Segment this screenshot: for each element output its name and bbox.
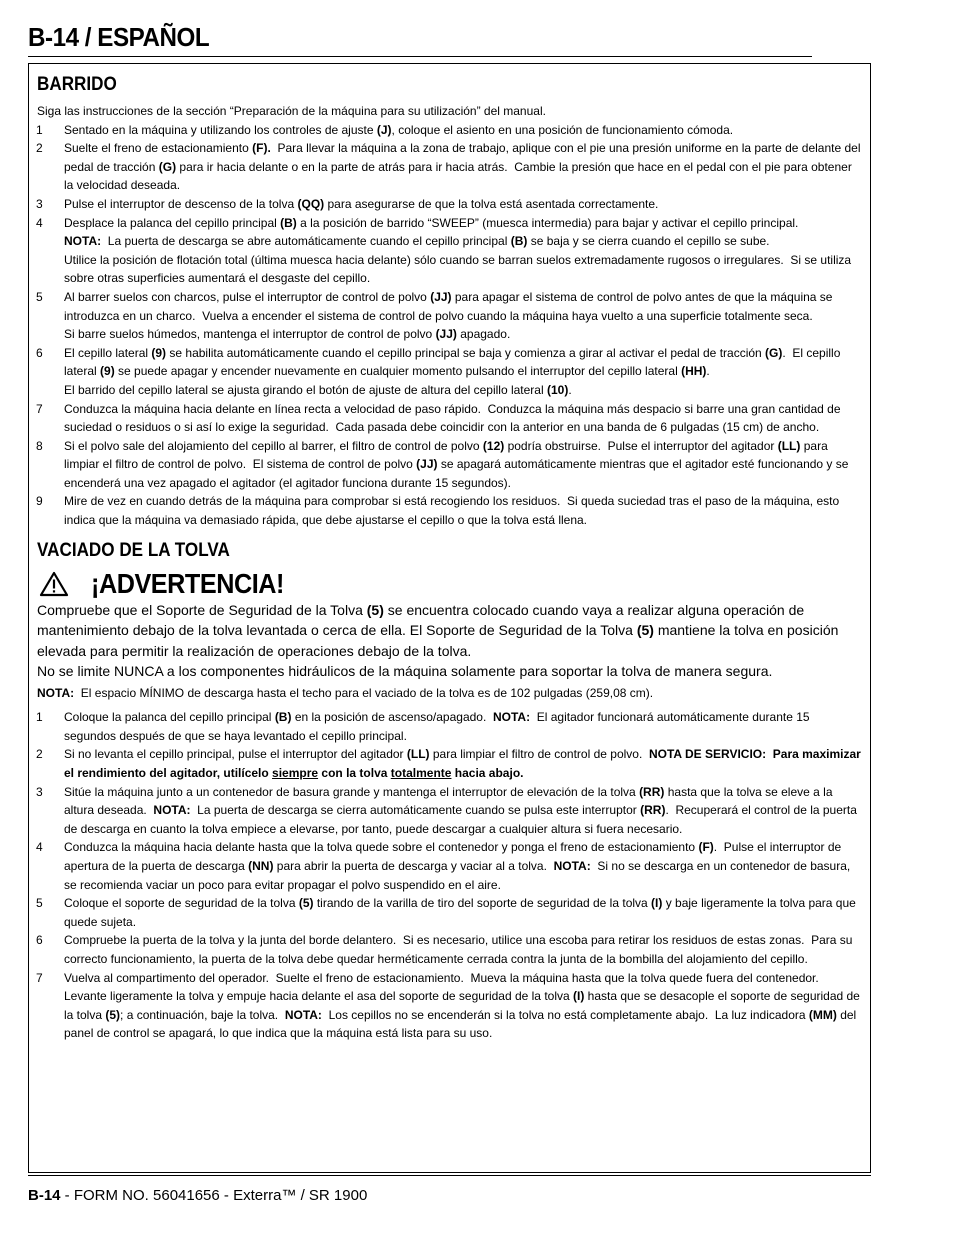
step-number: 4 <box>36 840 43 855</box>
page-footer <box>28 1175 871 1204</box>
step-number: 7 <box>36 401 43 416</box>
step-number: 3 <box>36 196 43 211</box>
vaciado-step-4 <box>37 838 862 894</box>
step-number: 6 <box>36 345 43 360</box>
step-number: 9 <box>36 494 43 509</box>
step-text: Suelte el freno de estacionamiento (F). Para llevar la máquina a la zona de trabajo, aplique con el pie una presión uniforme en la parte de delante del pedal de tracción (G) para ir hacia delante o en la parte de atrás para ir hacia atrás. Cambie la presión que hace en el pedal con el pie para obtener la velocidad deseada. <box>64 141 861 193</box>
page-title: B-14 / ESPAÑOL <box>28 22 812 57</box>
step-number: 2 <box>36 141 43 156</box>
step-number: 8 <box>36 438 43 453</box>
step-text: El cepillo lateral (9) se habilita automáticamente cuando el cepillo principal se baja y comienza a girar al activar el pedal de tracción (G). El cepillo lateral (9) se puede apagar y encender nuevamente en cualquier momento pulsando el interruptor del cepillo lateral (HH). El barrido del cepillo lateral se ajusta girando el botón de ajuste de altura del cepillo lateral (10). <box>64 345 841 397</box>
vaciado-step-2 <box>37 745 862 782</box>
step-text: Sentado en la máquina y utilizando los controles de ajuste (J), coloque el asiento en una posición de funcionamiento cómoda. <box>64 122 734 137</box>
vaciado-step-7 <box>37 969 862 1043</box>
barrido-step-3 <box>37 195 862 214</box>
clearance-note: NOTA: El espacio MÍNIMO de descarga hasta el techo para el vaciado de la tolva es de 102 pulgadas (259,08 cm). <box>37 685 654 700</box>
warning-triangle-icon <box>39 571 69 597</box>
barrido-steps-list <box>37 121 862 530</box>
step-text: Desplace la palanca del cepillo principal (B) a la posición de barrido “SWEEP” (muesca intermedia) para bajar y activar el cepillo principal. NOTA: La puerta de descarga se abre automáticamente cuando el cepillo principal (B) se baja y se cierra cuando el cepillo se sube. Utilice la posición de flotación total (última muesca hacia delante) sólo cuando se barran suelos extremadamente rugosos o irregulares. Si se utiliza sobre otras superficies aumentará el desgaste del cepillo. <box>64 215 852 286</box>
section-title-barrido: BARRIDO <box>37 74 117 95</box>
step-text: Coloque la palanca del cepillo principal (B) en la posición de ascenso/apagado. NOTA: El agitador funcionará automáticamente durante 15 segundos después de que se haya levantado el cepillo principal. <box>64 710 810 743</box>
barrido-step-1 <box>37 121 862 140</box>
step-text: Si no levanta el cepillo principal, pulse el interruptor del agitador (LL) para limpiar el filtro de control de polvo. NOTA DE SERVICIO: Para maximizar el rendimiento del agitador, utilícelo siempre con la tolva totalmente hacia abajo. <box>64 747 861 781</box>
barrido-step-6 <box>37 344 862 400</box>
step-number: 7 <box>36 970 43 985</box>
step-number: 3 <box>36 784 43 799</box>
step-text: Vuelva al compartimento del operador. Suelte el freno de estacionamiento. Mueva la máquina hasta que la tolva quede fuera del contenedor. Levante ligeramente la tolva y empuje hacia delante el asa del soporte de seguridad de la tolva (I) hasta que se desacople el soporte de seguridad de la tolva (5); a continuación, baje la tolva. NOTA: Los cepillos no se encenderán si la tolva no está completamente abajo. La luz indicadora (MM) del panel de control se apagará, lo que indica que la máquina está lista para su uso. <box>64 970 860 1041</box>
barrido-intro: Siga las instrucciones de la sección “Preparación de la máquina para su utilización” del manual. <box>37 104 546 118</box>
step-text: Mire de vez en cuando detrás de la máquina para comprobar si está recogiendo los residuos. Si queda suciedad tras el paso de la máquina, esto indica que la máquina va demasiado rápida, que debe ajustarse el cepillo o que la tolva está llena. <box>64 494 840 528</box>
step-text: Si el polvo sale del alojamiento del cepillo al barrer, el filtro de control de polvo (12) podría obstruirse. Pulse el interruptor del agitador (LL) para limpiar el filtro de control de polvo. El sistema de control de polvo (JJ) se apagará automáticamente mientras que el agitador esté funcionando y se encenderá una vez apagado el agitador (el agitador funciona durante 15 segundos). <box>64 438 849 490</box>
warning-header <box>37 568 862 600</box>
barrido-step-2 <box>37 139 862 195</box>
step-number: 5 <box>36 896 43 911</box>
step-text: Pulse el interruptor de descenso de la tolva (QQ) para asegurarse de que la tolva está asentada correctamente. <box>64 196 659 211</box>
step-number: 5 <box>36 289 43 304</box>
content-box <box>28 63 871 1173</box>
vaciado-step-5 <box>37 894 862 931</box>
step-text: Al barrer suelos con charcos, pulse el interruptor de control de polvo (JJ) para apagar el sistema de control de polvo antes de que la máquina se introduzca en un charco. Vuelva a encender el sistema de control de polvo cuando la máquina haya vuelto a una superficie totalmente seca. Si barre suelos húmedos, mantenga el interruptor de control de polvo (JJ) apagado. <box>64 289 833 342</box>
barrido-step-4 <box>37 214 862 288</box>
barrido-step-8 <box>37 437 862 493</box>
step-number: 4 <box>36 215 43 230</box>
step-text: Sitúe la máquina junto a un contenedor de basura grande y mantenga el interruptor de elevación de la tolva (RR) hasta que la tolva se eleve a la altura deseada. NOTA: La puerta de descarga se cierra automáticamente cuando se pulsa este interruptor (RR). Recuperará el control de la puerta de descarga en cuanto la tolva empiece a elevarse, por tanto, puede descargar a cualquier altura si fuera necesario. <box>64 784 857 836</box>
section-title-vaciado: VACIADO DE LA TOLVA <box>37 539 230 561</box>
barrido-step-5 <box>37 288 862 344</box>
step-text: Conduzca la máquina hacia delante en línea recta a velocidad de paso rápido. Conduzca la máquina más despacio si barre una gran cantidad de suciedad o residuos o si así lo exige la seguridad. Cada pasada debe coincidir con la anterior en una banda de 6 pulgadas (15 cm) de ancho. <box>64 401 841 435</box>
vaciado-steps-list <box>37 708 862 1043</box>
step-number: 1 <box>36 122 43 137</box>
step-number: 1 <box>36 710 43 725</box>
step-text: Compruebe la puerta de la tolva y la junta del borde delantero. Si es necesario, utilice una escoba para retirar los residuos de estas zonas. Para su correcto funcionamiento, la puerta de la tolva debe quedar herméticamente cerrada contra la junta de la bombilla del alojamiento del cepillo. <box>64 933 853 966</box>
barrido-step-7 <box>37 400 862 437</box>
warning-text: Compruebe que el Soporte de Seguridad de la Tolva (5) se encuentra colocado cuando vaya a realizar alguna operación de mantenimiento debajo de la tolva levantada o cerca de ella. El Soporte de Seguridad de la Tolva (5) mantiene la tolva en posición elevada para permitir la realización de operaciones debajo de la tolva. No se limite NUNCA a los componentes hidráulicos de la máquina solamente para soportar la tolva de manera segura. <box>37 601 839 680</box>
step-text: Coloque el soporte de seguridad de la tolva (5) tirando de la varilla de tiro del soporte de seguridad de la tolva (I) y baje ligeramente la tolva para que quede sujeta. <box>64 896 856 929</box>
footer-form-text: - FORM NO. 56041656 - Exterra™ / SR 1900 <box>60 1187 368 1204</box>
vaciado-step-3 <box>37 783 862 839</box>
vaciado-step-6 <box>37 931 862 968</box>
vaciado-step-1 <box>37 708 862 745</box>
warning-title: ¡ADVERTENCIA! <box>91 567 284 599</box>
footer-page-number: B-14 <box>28 1187 61 1204</box>
step-number: 2 <box>36 747 43 762</box>
step-number: 6 <box>36 933 43 948</box>
barrido-step-9 <box>37 492 862 529</box>
step-text: Conduzca la máquina hacia delante hasta que la tolva quede sobre el contenedor y ponga el freno de estacionamiento (F). Pulse el interruptor de apertura de la puerta de descarga (NN) para abrir la puerta de descarga y vaciar al a tolva. NOTA: Si no se descarga en un contenedor de basura, se recomienda vaciar un poco para evitar propagar el polvo suspendido en el aire. <box>64 840 851 892</box>
